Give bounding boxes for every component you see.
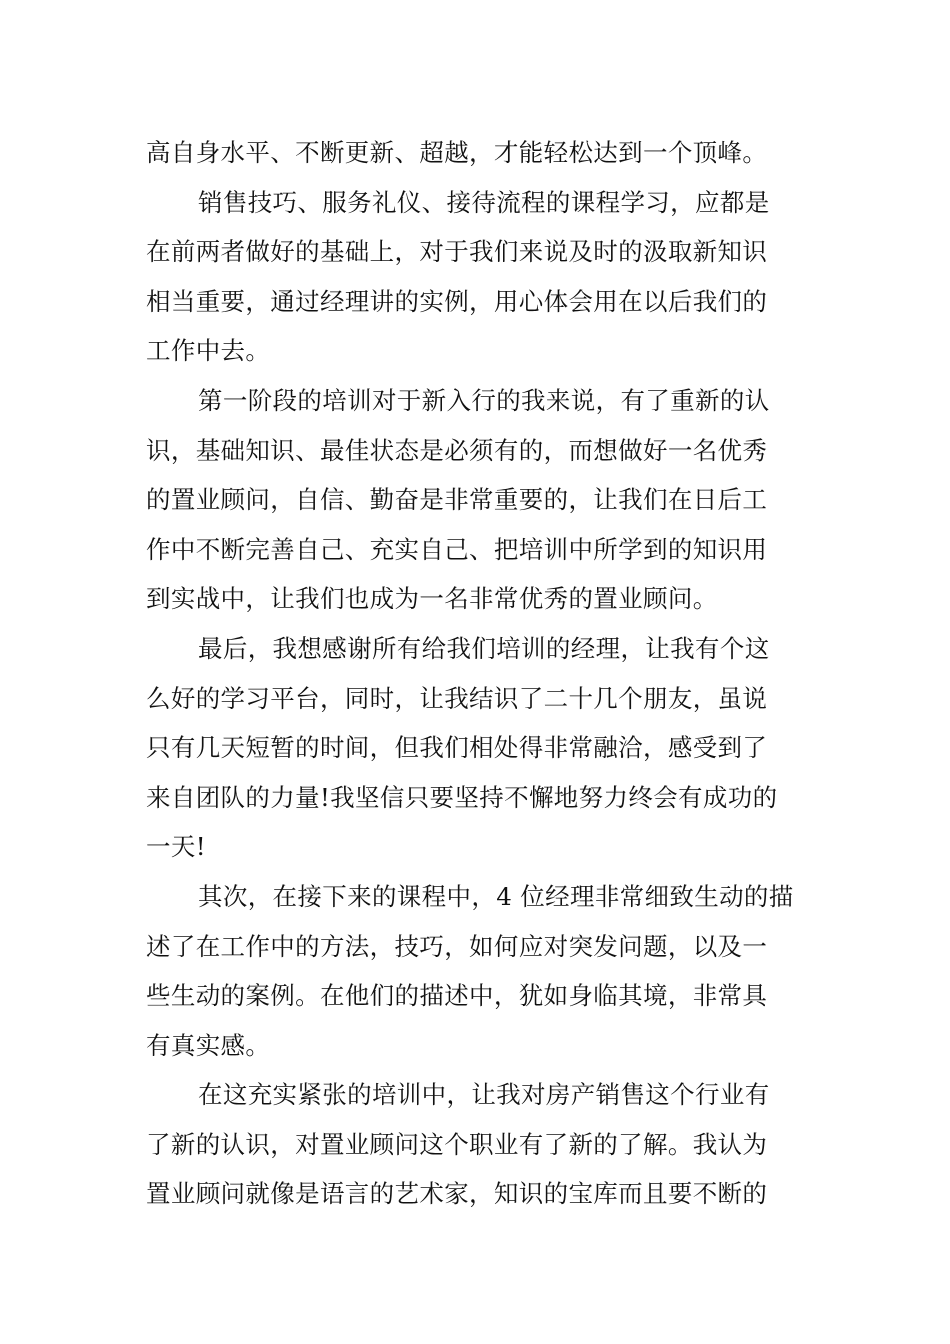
text-line: 么好的学习平台，同时，让我结识了二十几个朋友，虽说	[146, 683, 768, 713]
text-line: 置业顾问就像是语言的艺术家，知识的宝库而且要不断的	[146, 1179, 768, 1209]
text-line: 了新的认识，对置业顾问这个职业有了新的了解。我认为	[146, 1129, 768, 1159]
text-line: 在这充实紧张的培训中，让我对房产销售这个行业有	[198, 1080, 770, 1110]
text-line: 相当重要，通过经理讲的实例，用心体会用在以后我们的	[146, 286, 768, 316]
text-line: 到实战中，让我们也成为一名非常优秀的置业顾问。	[146, 584, 718, 614]
text-line: 最后，我想感谢所有给我们培训的经理，让我有个这	[198, 633, 770, 663]
text-line: 的置业顾问，自信、勤奋是非常重要的，让我们在日后工	[146, 485, 768, 515]
text-line: 有真实感。	[146, 1030, 271, 1060]
text-line: 只有几天短暂的时间，但我们相处得非常融洽，感受到了	[146, 733, 768, 763]
text-line: 述了在工作中的方法，技巧，如何应对突发问题，以及一	[146, 931, 768, 961]
text-line: 高自身水平、不断更新、超越，才能轻松达到一个顶峰。	[146, 138, 768, 167]
text-line: 来自团队的力量!我坚信只要坚持不懈地努力终会有成功的	[146, 782, 778, 812]
text-line: 一天!	[146, 832, 206, 862]
text-line: 工作中去。	[146, 336, 271, 366]
text-line: 识，基础知识、最佳状态是必须有的，而想做好一名优秀	[146, 435, 768, 465]
text-line: 作中不断完善自己、充实自己、把培训中所学到的知识用	[146, 534, 768, 564]
text-line: 些生动的案例。在他们的描述中，犹如身临其境，非常具	[146, 981, 768, 1011]
text-line: 第一阶段的培训对于新入行的我来说，有了重新的认	[198, 385, 770, 415]
document-body	[146, 128, 810, 1219]
text-line: 销售技巧、服务礼仪、接待流程的课程学习，应都是	[198, 187, 770, 217]
text-line: 其次，在接下来的课程中，4 位经理非常细致生动的描	[198, 881, 794, 911]
text-line: 在前两者做好的基础上，对于我们来说及时的汲取新知识	[146, 237, 768, 267]
